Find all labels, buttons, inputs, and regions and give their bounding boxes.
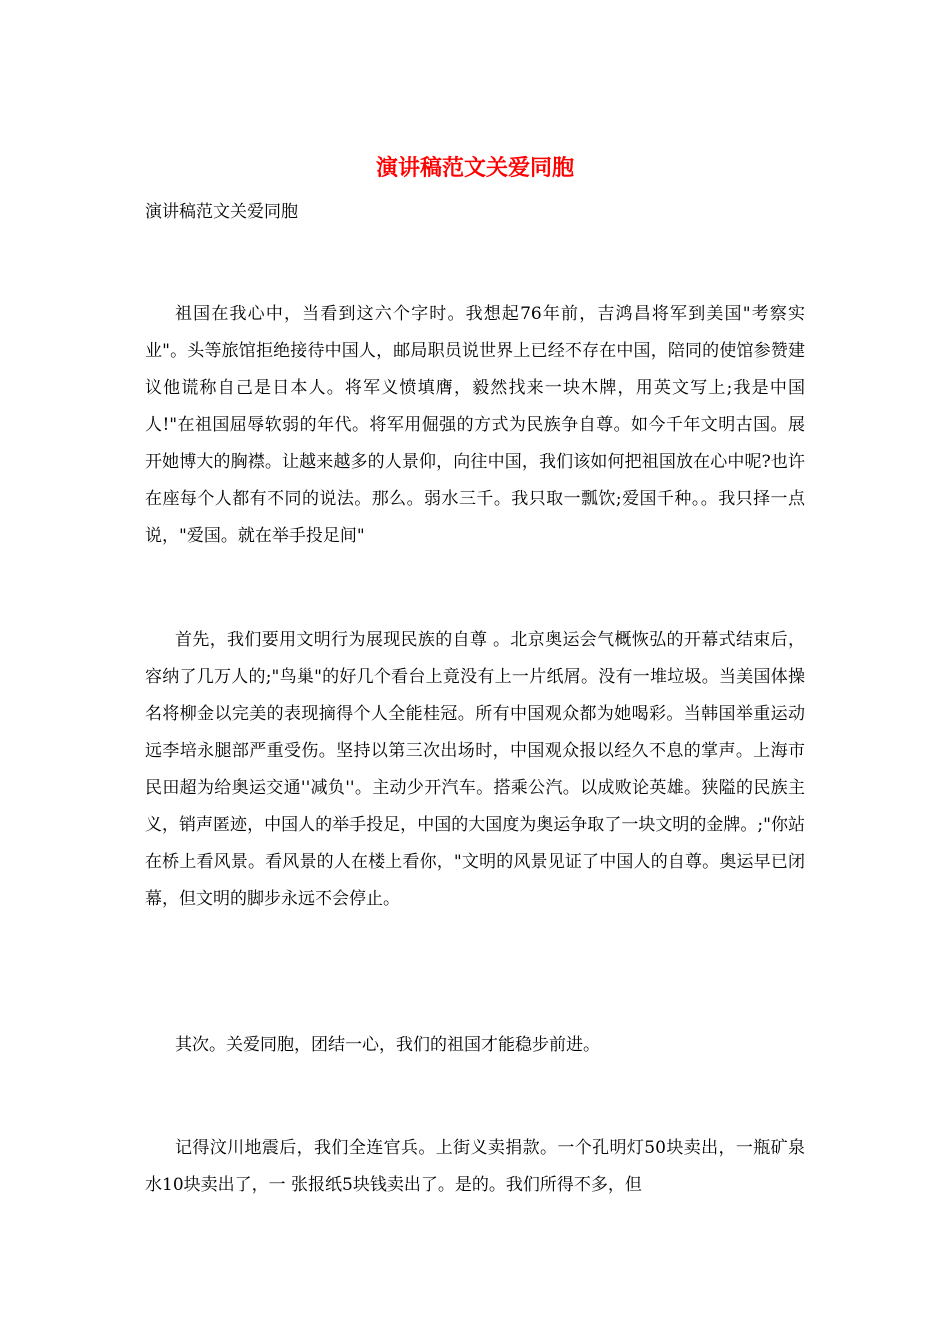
paragraph-1: 祖国在我心中，当看到这六个字时。我想起76年前，吉鸿昌将军到美国"考察实业"。头等旅馆拒绝接待中国人，邮局职员说世界上已经不存在中国，陪同的使馆参赞建议他谎称自己是日本人。将军义愤填膺，毅然找来一块木牌，用英文写上;我是中国人!"在祖国屈辱软弱的年代。将军用倔强的方式为民族争自尊。如今千年文明古国。展开她博大的胸襟。让越来越多的人景仰，向往中国，我们该如何把祖国放在心中呢?也许在座每个人都有不同的说法。那么。弱水三千。我只取一瓢饮;爱国千种。。我只择一点说，"爱国。就在举手投足间" [145, 304, 805, 546]
paragraph-3: 其次。关爱同胞，团结一心，我们的祖国才能稳步前进。 [175, 1035, 600, 1055]
document-subtitle: 演讲稿范文关爱同胞 [145, 202, 298, 222]
document-title: 演讲稿范文关爱同胞 [375, 155, 574, 181]
paragraph-2: 首先，我们要用文明行为展现民族的自尊 。北京奥运会气概恢弘的开幕式结束后，容纳了几万人的;"鸟巢"的好几个看台上竟没有上一片纸屑。没有一堆垃圾。当美国体操名将柳金以完美的表现摘得个人全能桂冠。所有中国观众都为她喝彩。当韩国举重运动远李培永腿部严重受伤。坚持以第三次出场时，中国观众报以经久不息的掌声。上海市民田超为给奥运交通''减负''。主动少开汽车。搭乘公汽。以成败论英雄。狭隘的民族主义，销声匿迹，中国人的举手投足，中国的大国度为奥运争取了一块文明的金牌。;"你站在桥上看风景。看风景的人在楼上看你，"文明的风景见证了中国人的自尊。奥运早已闭幕，但文明的脚步永远不会停止。 [145, 630, 805, 909]
paragraph-4: 记得汶川地震后，我们全连官兵。上街义卖捐款。一个孔明灯50块卖出，一瓶矿泉水10块卖出了，一 张报纸5块钱卖出了。是的。我们所得不多，但 [145, 1138, 805, 1195]
